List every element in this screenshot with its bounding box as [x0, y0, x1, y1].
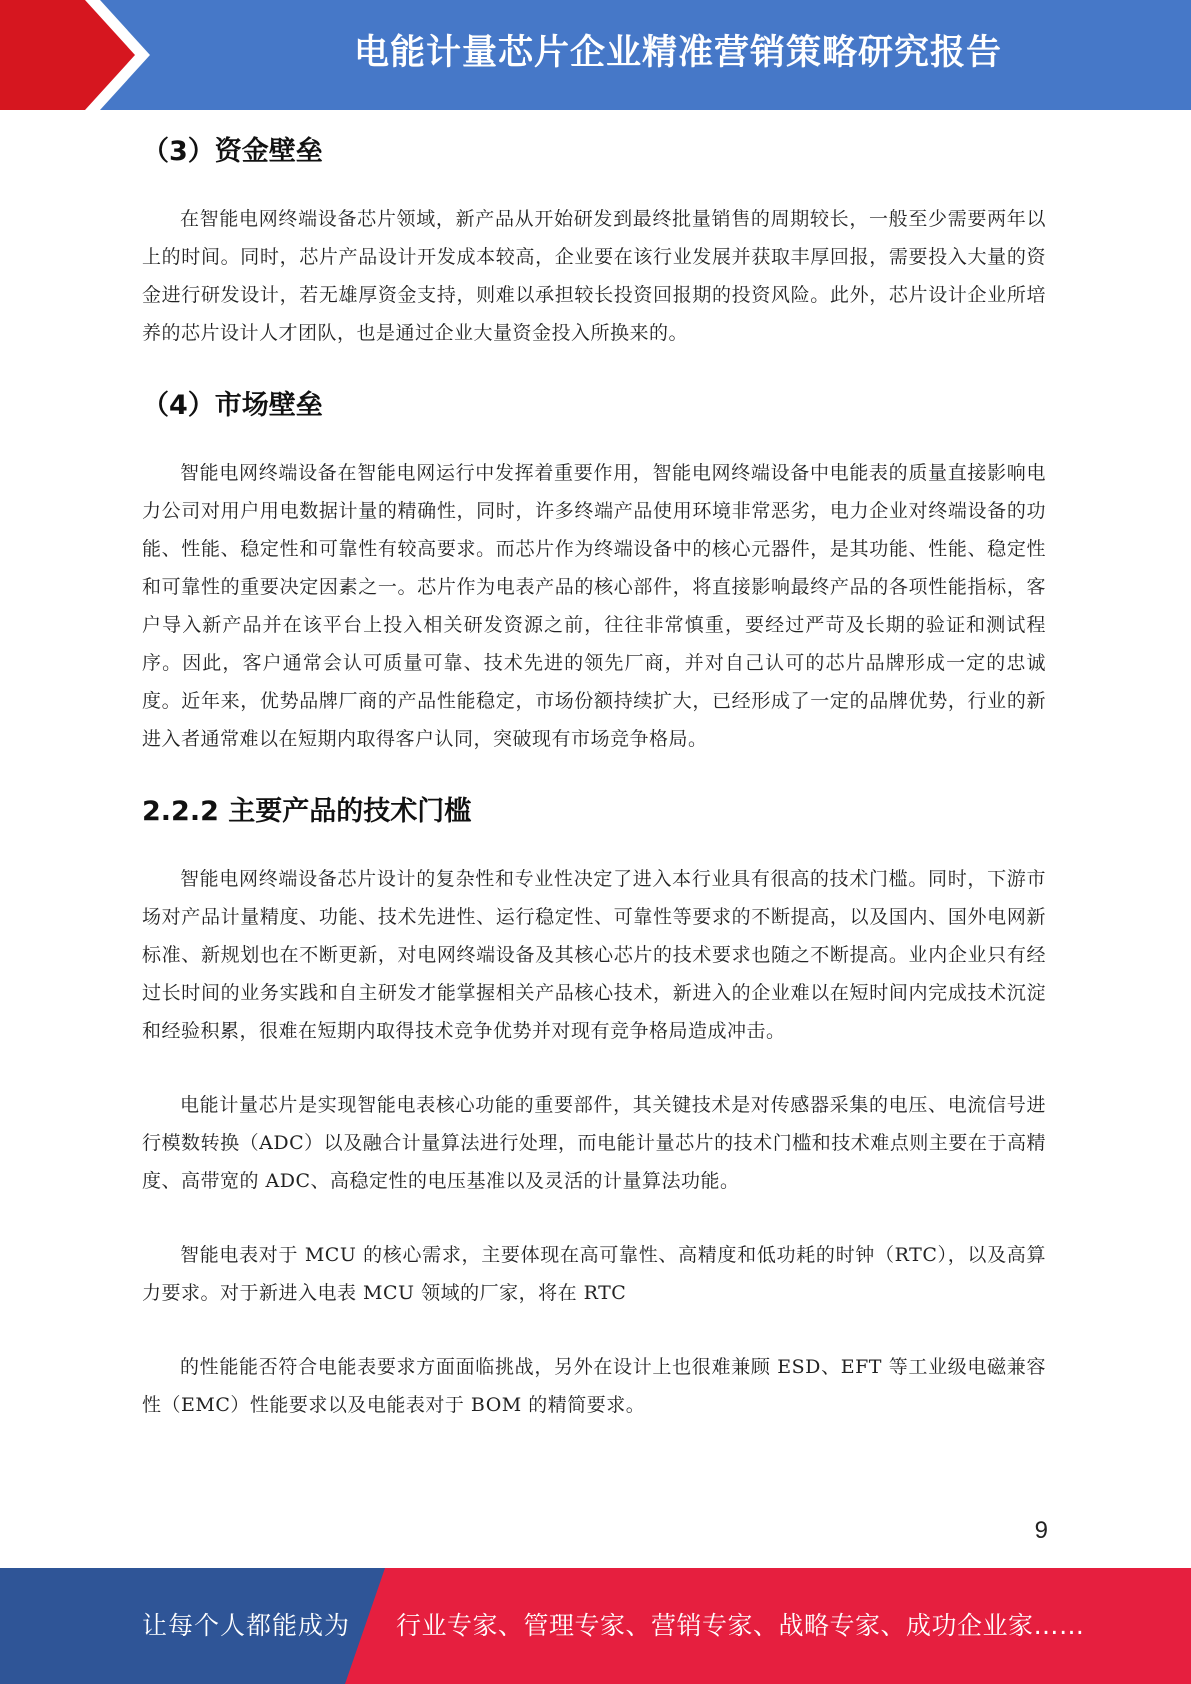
spacer	[142, 1200, 1046, 1236]
spacer	[142, 176, 1046, 200]
spacer	[142, 352, 1046, 382]
main-content	[142, 128, 1046, 1424]
report-title: 电能计量芯片企业精准营销策略研究报告	[353, 33, 1002, 73]
footer-slogan: 让每个人都能成为	[142, 1611, 351, 1640]
heading-capital-barrier: （3）资金壁垒	[142, 136, 323, 167]
page-footer	[0, 1568, 1191, 1684]
spacer	[142, 430, 1046, 454]
heading-tech-threshold: 2.2.2 主要产品的技术门槛	[142, 796, 472, 827]
paragraph-tech-threshold-4: 的性能能否符合电能表要求方面面临挑战，另外在设计上也很难兼顾 ESD、EFT 等工业级电磁兼容性（EMC）性能要求以及电能表对于 BOM 的精简要求。	[142, 1356, 1046, 1416]
heading-market-barrier: （4）市场壁垒	[142, 390, 323, 421]
spacer	[142, 1312, 1046, 1348]
paragraph-market-barrier: 智能电网终端设备在智能电网运行中发挥着重要作用，智能电网终端设备中电能表的质量直接影响电力公司对用户用电数据计量的精确性，同时，许多终端产品使用环境非常恶劣，电力企业对终端设备的功能、性能、稳定性和可靠性有较高要求。而芯片作为终端设备中的核心元器件，是其功能、性能、稳定性和可靠性的重要决定因素之一。芯片作为电表产品的核心部件，将直接影响最终产品的各项性能指标，客户导入新产品并在该平台上投入相关研发资源之前，往往非常慎重，要经过严苛及长期的验证和测试程序。因此，客户通常会认可质量可靠、技术先进的领先厂商，并对自己认可的芯片品牌形成一定的忠诚度。近年来，优势品牌厂商的产品性能稳定，市场份额持续扩大，已经形成了一定的品牌优势，行业的新进入者通常难以在短期内取得客户认同，突破现有市场竞争格局。	[142, 462, 1046, 750]
paragraph-tech-threshold-1: 智能电网终端设备芯片设计的复杂性和专业性决定了进入本行业具有很高的技术门槛。同时，下游市场对产品计量精度、功能、技术先进性、运行稳定性、可靠性等要求的不断提高，以及国内、国外电网新标准、新规划也在不断更新，对电网终端设备及其核心芯片的技术要求也随之不断提高。业内企业只有经过长时间的业务实践和自主研发才能掌握相关产品核心技术，新进入的企业难以在短时间内完成技术沉淀和经验积累，很难在短期内取得技术竞争优势并对现有竞争格局造成冲击。	[142, 868, 1046, 1042]
footer-roles: 行业专家、管理专家、营销专家、战略专家、成功企业家……	[396, 1611, 1085, 1640]
spacer	[142, 758, 1046, 788]
spacer	[142, 1050, 1046, 1086]
paragraph-tech-threshold-2: 电能计量芯片是实现智能电表核心功能的重要部件，其关键技术是对传感器采集的电压、电流信号进行模数转换（ADC）以及融合计量算法进行处理，而电能计量芯片的技术门槛和技术难点则主要在于高精度、高带宽的 ADC、高稳定性的电压基准以及灵活的计量算法功能。	[142, 1094, 1046, 1192]
spacer	[142, 836, 1046, 860]
page-header	[0, 0, 1191, 110]
paragraph-capital-barrier: 在智能电网终端设备芯片领域，新产品从开始研发到最终批量销售的周期较长，一般至少需要两年以上的时间。同时，芯片产品设计开发成本较高，企业要在该行业发展并获取丰厚回报，需要投入大量的资金进行研发设计，若无雄厚资金支持，则难以承担较长投资回报期的投资风险。此外，芯片设计企业所培养的芯片设计人才团队，也是通过企业大量资金投入所换来的。	[142, 208, 1046, 344]
page-number: 9	[1034, 1517, 1048, 1544]
paragraph-tech-threshold-3: 智能电表对于 MCU 的核心需求，主要体现在高可靠性、高精度和低功耗的时钟（RTC），以及高算力要求。对于新进入电表 MCU 领域的厂家，将在 RTC	[142, 1244, 1046, 1304]
header-chevron-arrow	[0, 0, 140, 110]
